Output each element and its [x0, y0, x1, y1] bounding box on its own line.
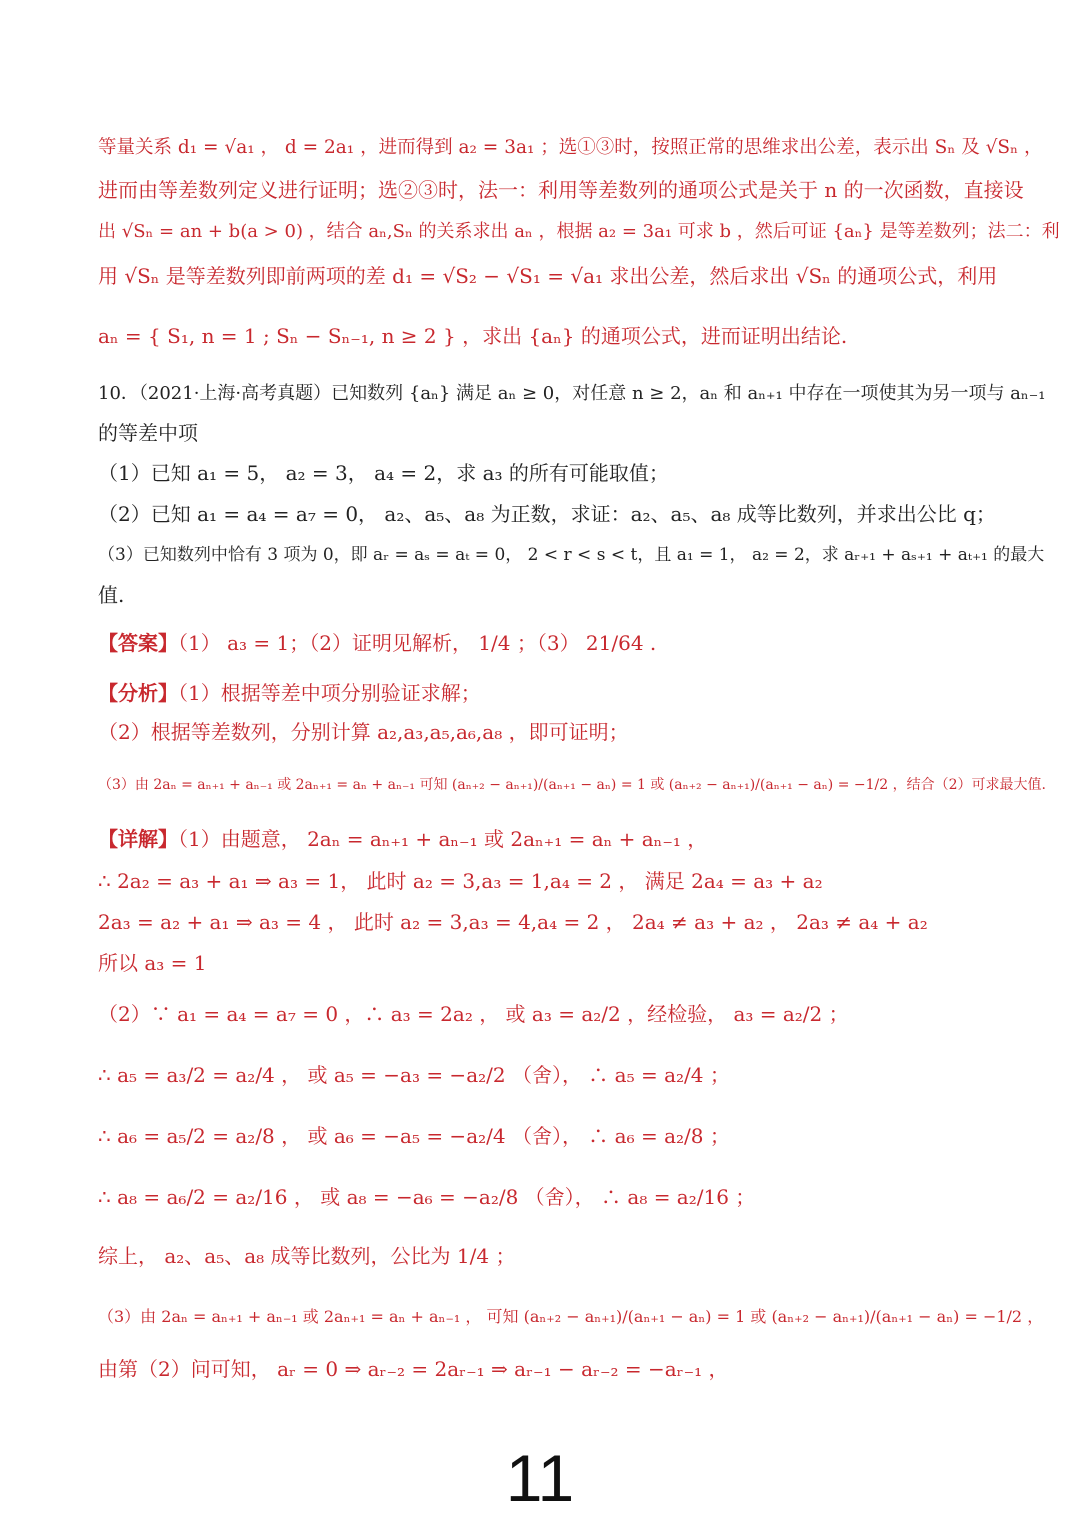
problem-part-2: （2）已知 a₁ = a₄ = a₇ = 0， a₂、a₅、a₈ 为正数，求证：a₂、a₅、a₈ 成等比数列，并求出公比 q； [98, 502, 996, 526]
detail-line-6: ∴ a₅ = a₃/2 = a₂/4 ， 或 a₅ = −a₃ = −a₂/2 （舍）， ∴ a₅ = a₂/4 ； [98, 1063, 730, 1087]
detail-line-5: （2）∵ a₁ = a₄ = a₇ = 0 ，∴ a₃ = 2a₂ ， 或 a₃ = a₂/2 ，经检验， a₃ = a₂/2 ； [98, 1002, 849, 1026]
problem-part-1: （1）已知 a₁ = 5， a₂ = 3， a₄ = 2，求 a₃ 的所有可能取值； [98, 461, 669, 485]
analysis-line-3: （3）由 2aₙ = aₙ₊₁ + aₙ₋₁ 或 2aₙ₊₁ = aₙ + aₙ₋₁ 可知 (aₙ₊₂ − aₙ₊₁)/(aₙ₊₁ − aₙ) = 1 或 (aₙ₊₂ − aₙ₊₁)/(aₙ₊₁ − aₙ) = −1/2 ，结合（2）可求最大值. [98, 777, 1046, 793]
detail-line-8: ∴ a₈ = a₆/2 = a₂/16 ， 或 a₈ = −a₆ = −a₂/8 （舍）， ∴ a₈ = a₂/16 ； [98, 1185, 756, 1209]
detail-line-2: ∴ 2a₂ = a₃ + a₁ ⇒ a₃ = 1， 此时 a₂ = 3,a₃ = 1,a₄ = 2 ， 满足 2a₄ = a₃ + a₂ [98, 869, 823, 893]
detail-text-1: （1）由题意， 2aₙ = aₙ₊₁ + aₙ₋₁ 或 2aₙ₊₁ = aₙ + aₙ₋₁ ， [178, 827, 708, 851]
prev-solution-line-5: aₙ = { S₁, n = 1 ; Sₙ − Sₙ₋₁, n ≥ 2 } ，求出 {aₙ} 的通项公式，进而证明出结论. [98, 324, 848, 348]
answer-line [98, 630, 656, 656]
detail-tag: 【详解】 [98, 827, 178, 851]
detail-line-4: 所以 a₃ = 1 [98, 951, 207, 975]
answer-tag: 【答案】 [98, 631, 178, 655]
problem-part-3-line-2: 值. [98, 583, 125, 607]
page-number: 11 [505, 1441, 575, 1515]
prev-solution-line-1: 等量关系 d₁ = √a₁ ， d = 2a₁ ，进而得到 a₂ = 3a₁ ；选①③时，按照正常的思维求出公差，表示出 Sₙ 及 √Sₙ ， [98, 137, 1043, 158]
problem-part-3-line-1: （3）已知数列中恰有 3 项为 0，即 aᵣ = aₛ = aₜ = 0， 2 < r < s < t，且 a₁ = 1， a₂ = 2，求 aᵣ₊₁ + aₛ₊₁ + aₜ₊₁ 的最大 [98, 545, 1045, 565]
detail-line-1 [98, 826, 707, 852]
prev-solution-line-4: 用 √Sₙ 是等差数列即前两项的差 d₁ = √S₂ − √S₁ = √a₁ 求出公差，然后求出 √Sₙ 的通项公式，利用 [98, 264, 998, 288]
problem-statement-line-2: 的等差中项 [98, 421, 198, 445]
detail-line-11: 由第（2）问可知， aᵣ = 0 ⇒ aᵣ₋₂ = 2aᵣ₋₁ ⇒ aᵣ₋₁ − aᵣ₋₂ = −aᵣ₋₁ ， [98, 1357, 729, 1381]
analysis-line-1 [98, 680, 481, 706]
answer-text: （1） a₃ = 1；（2）证明见解析， 1/4 ；（3） 21/64 . [178, 631, 657, 655]
detail-line-3: 2a₃ = a₂ + a₁ ⇒ a₃ = 4 ， 此时 a₂ = 3,a₃ = 4,a₄ = 2 ， 2a₄ ≠ a₃ + a₂ ， 2a₃ ≠ a₄ + a₂ [98, 910, 928, 934]
analysis-tag: 【分析】 [98, 681, 178, 705]
prev-solution-line-3: 出 √Sₙ = an + b(a > 0) ，结合 aₙ,Sₙ 的关系求出 aₙ ，根据 a₂ = 3a₁ 可求 b ，然后可证 {aₙ} 是等差数列；法二：利 [98, 221, 1060, 242]
detail-line-10: （3）由 2aₙ = aₙ₊₁ + aₙ₋₁ 或 2aₙ₊₁ = aₙ + aₙ₋₁ ， 可知 (aₙ₊₂ − aₙ₊₁)/(aₙ₊₁ − aₙ) = 1 或 (aₙ₊₂ − aₙ₊₁)/(aₙ₊₁ − aₙ) = −1/2 ， [98, 1307, 1044, 1326]
problem-statement-line-1: 10．（2021·上海·高考真题）已知数列 {aₙ} 满足 aₙ ≥ 0，对任意 n ≥ 2，aₙ 和 aₙ₊₁ 中存在一项使其为另一项与 aₙ₋₁ [98, 383, 1046, 404]
detail-line-7: ∴ a₆ = a₅/2 = a₂/8 ， 或 a₆ = −a₅ = −a₂/4 （舍）， ∴ a₆ = a₂/8 ； [98, 1124, 730, 1148]
prev-solution-line-2: 进而由等差数列定义进行证明；选②③时，法一：利用等差数列的通项公式是关于 n 的一次函数，直接设 [98, 178, 1024, 202]
analysis-line-2: （2）根据等差数列，分别计算 a₂,a₃,a₅,a₆,a₈ ，即可证明； [98, 720, 629, 744]
analysis-text-1: （1）根据等差中项分别验证求解； [178, 681, 481, 705]
detail-line-9: 综上， a₂、a₅、a₈ 成等比数列，公比为 1/4 ； [98, 1244, 516, 1268]
